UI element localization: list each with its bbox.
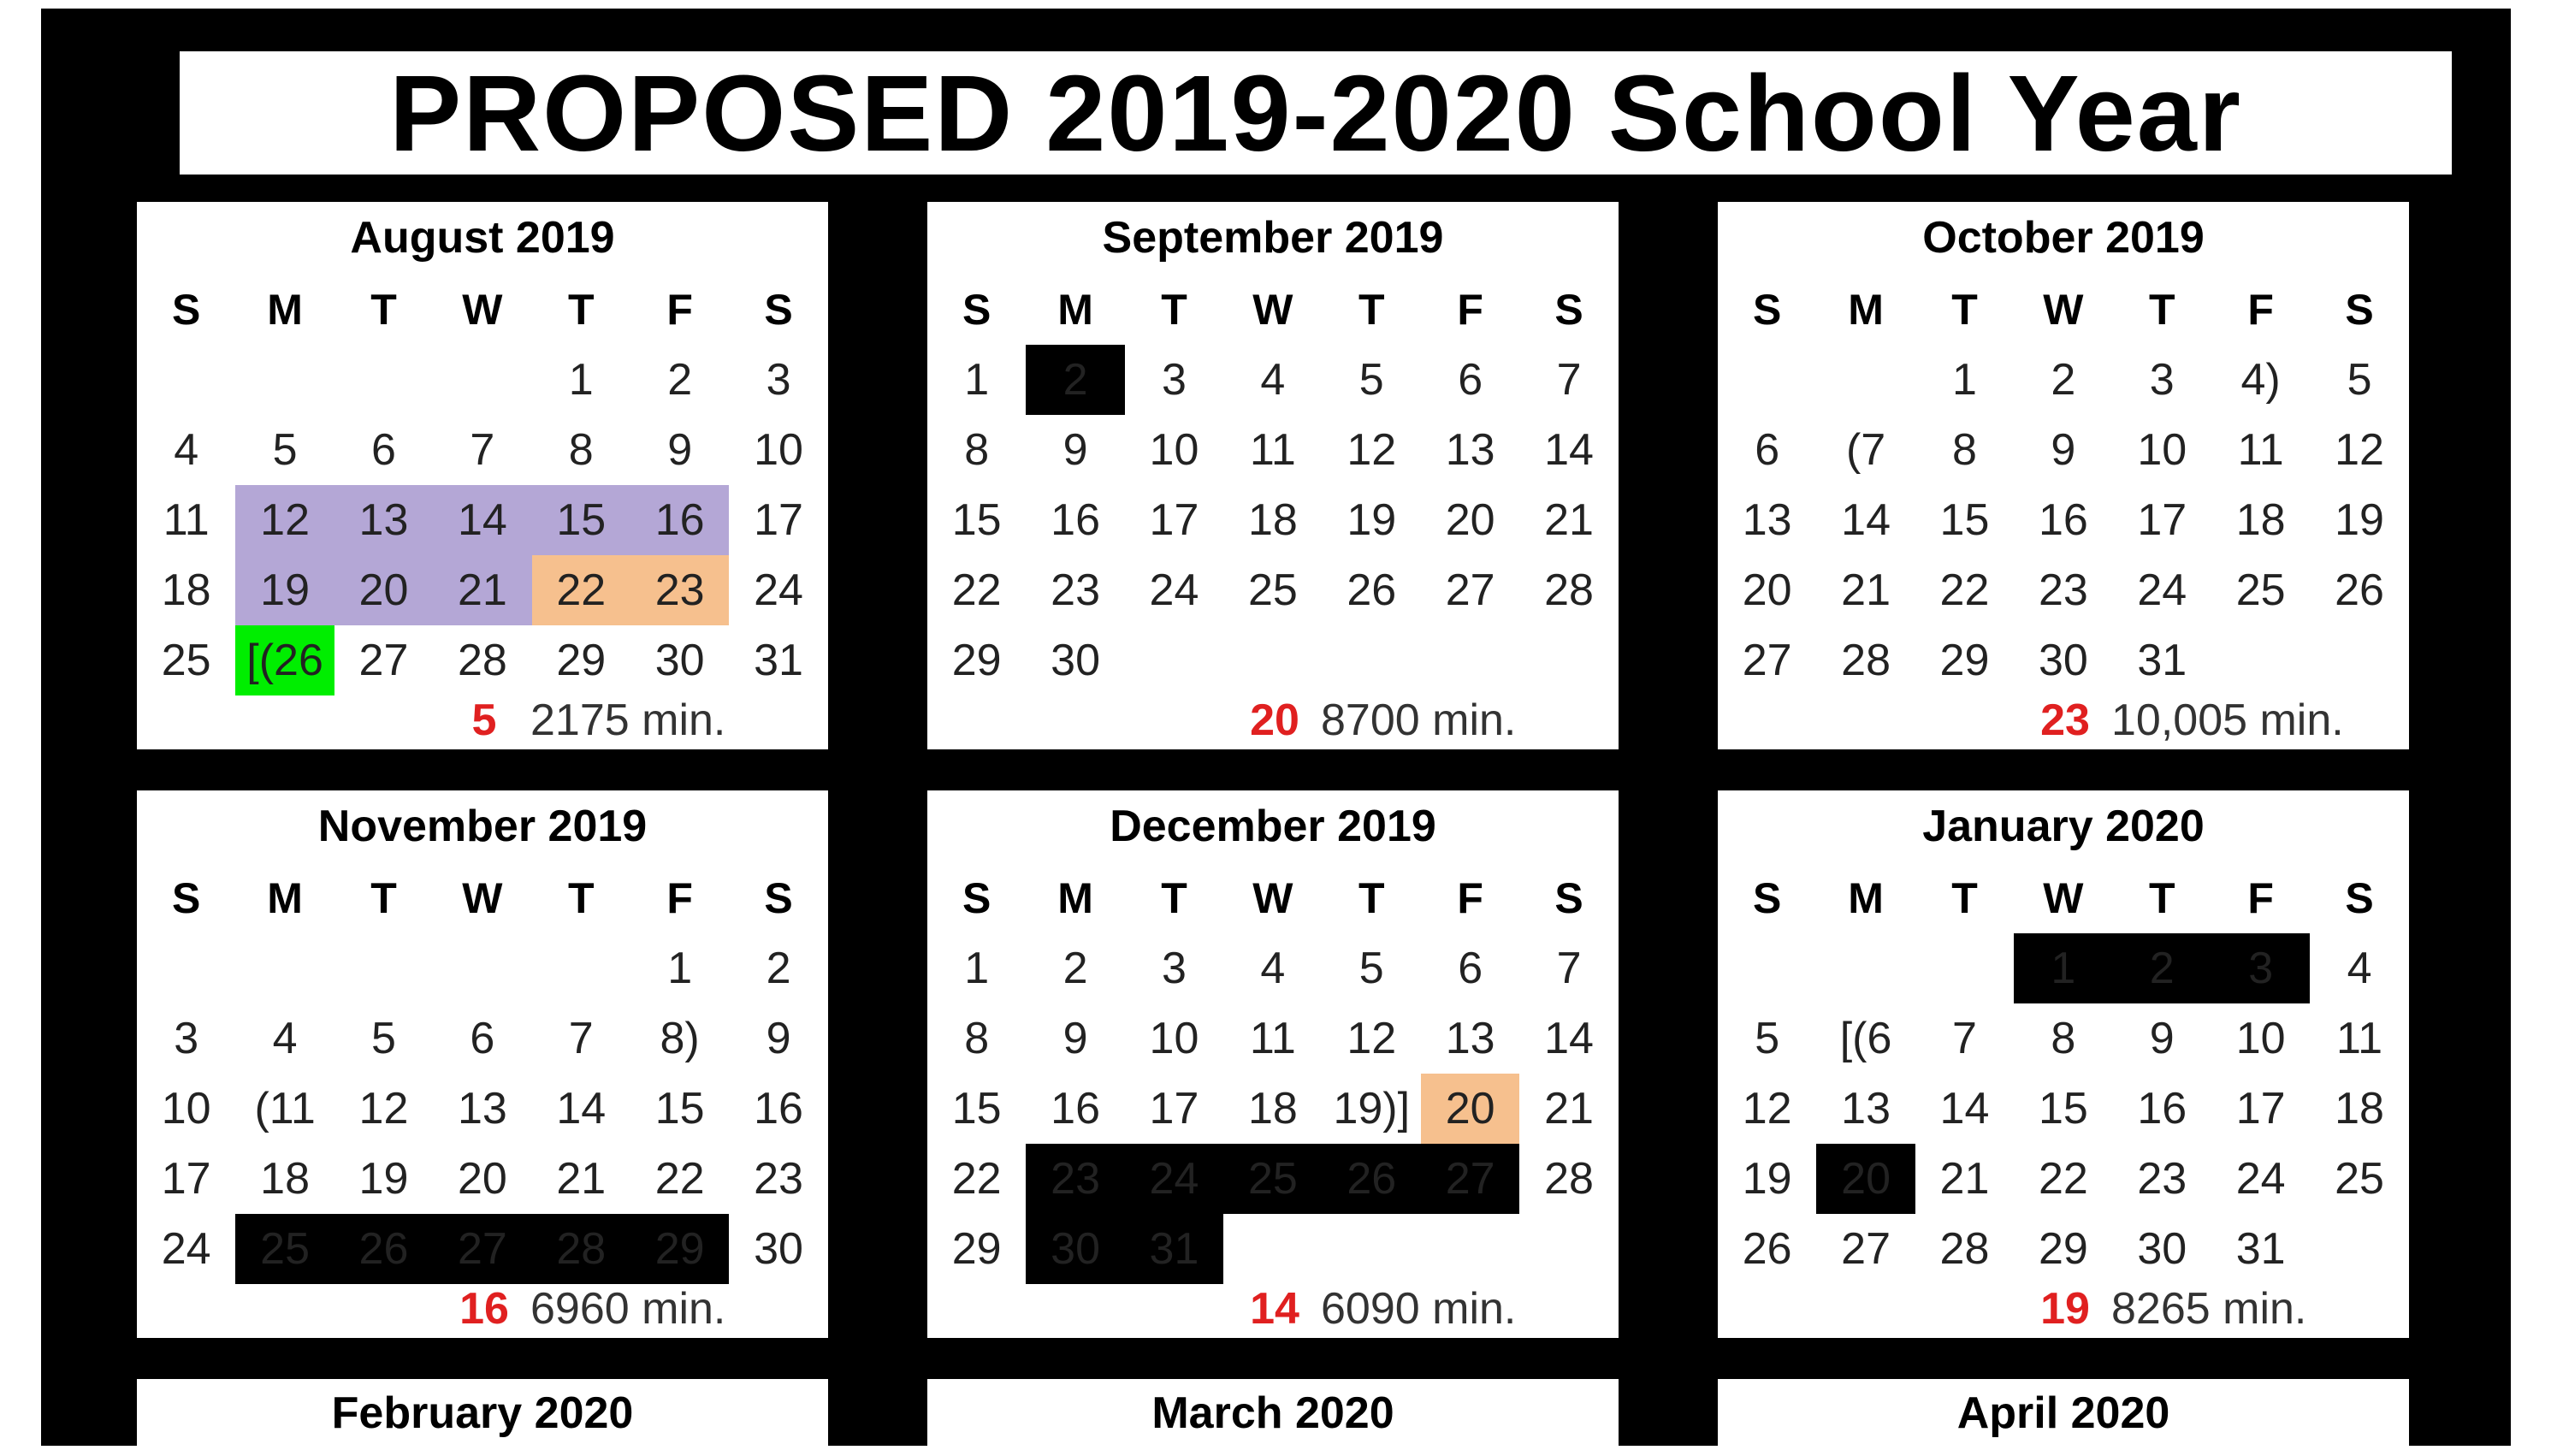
day-cell: 7: [470, 425, 495, 475]
month-title: October 2019: [1922, 213, 2205, 263]
day-cell: 30: [2038, 636, 2088, 685]
month-august-2019: [137, 202, 828, 749]
month-title: August 2019: [350, 213, 615, 263]
day-cell: 7: [568, 1014, 594, 1063]
day-cell: 9: [766, 1014, 791, 1063]
empty-day-cell: [1323, 1214, 1421, 1284]
instruction-minutes: 6960 min.: [530, 1284, 726, 1334]
empty-day-cell: [334, 345, 433, 415]
month-grid: [137, 275, 828, 695]
weekday-header: T: [2148, 874, 2175, 922]
day-cell: 14: [1939, 1084, 1990, 1133]
weekday-header: M: [1057, 874, 1093, 922]
empty-day-cell: [235, 345, 334, 415]
day-cell: 14: [1544, 1014, 1594, 1063]
day-cell: 3: [174, 1014, 199, 1063]
day-cell: 7: [1556, 944, 1582, 993]
month-grid: [137, 863, 828, 1284]
day-cell: 8): [660, 1014, 700, 1063]
day-cell: 8: [964, 425, 990, 475]
day-cell: 31: [754, 636, 803, 685]
day-cell: 26: [1347, 565, 1397, 615]
day-cell: [(26: [235, 625, 334, 695]
day-cell: 5: [2347, 355, 2372, 405]
day-cell: 28: [1841, 636, 1891, 685]
day-cell: 22: [1939, 565, 1990, 615]
day-cell: 14: [1841, 495, 1891, 545]
title-banner: [180, 51, 2452, 175]
day-cell: 16: [1051, 495, 1100, 545]
day-cell: 11: [2237, 425, 2284, 475]
day-cell: 14: [433, 485, 531, 555]
day-cell: 5: [1358, 355, 1384, 405]
weekday-header: S: [172, 286, 201, 334]
day-cell: 14: [1544, 425, 1594, 475]
empty-day-cell: [1519, 1214, 1618, 1284]
day-cell: 16: [2137, 1084, 2187, 1133]
day-cell: 27: [358, 636, 409, 685]
day-cell: 22: [532, 555, 630, 625]
day-cell: 30: [654, 636, 705, 685]
empty-day-cell: [1718, 345, 1816, 415]
day-cell: 20: [457, 1154, 507, 1204]
weekday-header: T: [1161, 874, 1187, 922]
month-summary: [1718, 1280, 2409, 1338]
instruction-minutes: 8265 min.: [2111, 1284, 2307, 1334]
empty-day-cell: [1915, 933, 2014, 1003]
school-days-count: 20: [1250, 695, 1299, 745]
weekday-header: F: [666, 874, 693, 922]
day-cell: 19)]: [1333, 1084, 1411, 1133]
day-cell: 23: [1026, 1144, 1124, 1214]
weekday-header: S: [1554, 286, 1583, 334]
weekday-header: F: [1457, 286, 1483, 334]
day-cell: 2: [766, 944, 791, 993]
weekday-header: F: [2247, 286, 2274, 334]
day-cell: 1: [568, 355, 594, 405]
day-cell: 4: [1260, 944, 1286, 993]
day-cell: 19: [358, 1154, 409, 1204]
day-cell: 17: [1149, 1084, 1199, 1133]
calendar-frame: [41, 9, 2511, 1446]
weekday-header: F: [2247, 874, 2274, 922]
month-title: February 2020: [331, 1388, 634, 1438]
day-cell: 24: [754, 565, 803, 615]
month-summary: [137, 691, 828, 749]
school-days-count: 16: [459, 1284, 509, 1334]
day-cell: 18: [2335, 1084, 2384, 1133]
weekday-header: S: [1753, 286, 1782, 334]
day-cell: 27: [1421, 1144, 1519, 1214]
day-cell: 6: [1458, 944, 1483, 993]
month-march-2020: [927, 1379, 1619, 1456]
day-cell: 28: [1939, 1224, 1990, 1274]
day-cell: 14: [556, 1084, 607, 1133]
empty-day-cell: [1125, 625, 1223, 695]
day-cell: 21: [556, 1154, 607, 1204]
month-grid: [927, 863, 1619, 1284]
day-cell: 12: [1347, 425, 1397, 475]
month-october-2019: [1718, 202, 2409, 749]
day-cell: 25: [1247, 565, 1298, 615]
empty-day-cell: [137, 933, 235, 1003]
weekday-header: F: [666, 286, 693, 334]
day-cell: 24: [161, 1224, 211, 1274]
day-cell: 25: [1223, 1144, 1322, 1214]
month-summary: [1718, 691, 2409, 749]
day-cell: 26: [334, 1214, 433, 1284]
day-cell: 28: [1544, 565, 1594, 615]
month-summary: [927, 1280, 1619, 1338]
day-cell: 6: [1458, 355, 1483, 405]
day-cell: 4: [174, 425, 199, 475]
month-september-2019: [927, 202, 1619, 749]
empty-day-cell: [1421, 1214, 1519, 1284]
weekday-header: T: [567, 874, 595, 922]
month-title: January 2020: [1922, 802, 2205, 851]
day-cell: 26: [2335, 565, 2384, 615]
weekday-header: T: [1951, 286, 1978, 334]
weekday-header: T: [1358, 874, 1385, 922]
day-cell: (7: [1845, 425, 1886, 475]
day-cell: 17: [1149, 495, 1199, 545]
day-cell: 1: [964, 944, 990, 993]
instruction-minutes: 2175 min.: [530, 695, 726, 745]
day-cell: 12: [358, 1084, 409, 1133]
school-days-count: 5: [471, 695, 497, 745]
day-cell: 2: [1062, 944, 1088, 993]
weekday-header: S: [1554, 874, 1583, 922]
day-cell: 3: [766, 355, 791, 405]
month-february-2020: [137, 1379, 828, 1456]
day-cell: 3: [1162, 355, 1187, 405]
day-cell: 30: [2137, 1224, 2187, 1274]
day-cell: 27: [1742, 636, 1792, 685]
weekday-header: M: [1057, 286, 1093, 334]
day-cell: 17: [161, 1154, 211, 1204]
month-summary: [137, 1280, 828, 1338]
weekday-header: T: [2148, 286, 2175, 334]
day-cell: [(6: [1839, 1014, 1892, 1063]
weekday-header: W: [462, 874, 503, 922]
day-cell: 19: [2335, 495, 2384, 545]
day-cell: 8: [568, 425, 594, 475]
empty-day-cell: [433, 345, 531, 415]
day-cell: 13: [1445, 1014, 1495, 1063]
day-cell: 2: [1026, 345, 1124, 415]
day-cell: 16: [630, 485, 729, 555]
empty-day-cell: [2310, 1214, 2408, 1284]
empty-day-cell: [1223, 625, 1322, 695]
day-cell: 28: [1544, 1154, 1594, 1204]
day-cell: 31: [2235, 1224, 2286, 1274]
month-april-2020: [1718, 1379, 2409, 1456]
day-cell: 31: [2137, 636, 2187, 685]
day-cell: 21: [433, 555, 531, 625]
empty-day-cell: [532, 933, 630, 1003]
day-cell: 30: [754, 1224, 803, 1274]
empty-day-cell: [1816, 933, 1915, 1003]
school-days-count: 23: [2040, 695, 2090, 745]
day-cell: 11: [1249, 1014, 1296, 1063]
day-cell: 29: [630, 1214, 729, 1284]
day-cell: 29: [556, 636, 607, 685]
day-cell: 6: [1755, 425, 1780, 475]
day-cell: 23: [1051, 565, 1100, 615]
empty-day-cell: [1421, 625, 1519, 695]
weekday-header: M: [267, 286, 303, 334]
day-cell: 20: [1816, 1144, 1915, 1214]
day-cell: 10: [1149, 425, 1199, 475]
day-cell: 7: [1556, 355, 1582, 405]
day-cell: 17: [754, 495, 803, 545]
day-cell: 15: [654, 1084, 705, 1133]
day-cell: 10: [161, 1084, 211, 1133]
day-cell: 24: [1149, 565, 1199, 615]
day-cell: 4: [1260, 355, 1286, 405]
day-cell: 20: [1445, 495, 1495, 545]
day-cell: 8: [1952, 425, 1977, 475]
empty-day-cell: [137, 345, 235, 415]
day-cell: 15: [951, 1084, 1002, 1133]
school-days-count: 14: [1250, 1284, 1299, 1334]
day-cell: 29: [951, 1224, 1002, 1274]
day-cell: 5: [1358, 944, 1384, 993]
day-cell: 25: [161, 636, 211, 685]
weekday-header: S: [764, 286, 793, 334]
month-title: September 2019: [1102, 213, 1444, 263]
day-cell: 29: [951, 636, 1002, 685]
day-cell: 15: [1939, 495, 1990, 545]
day-cell: 7: [1952, 1014, 1977, 1063]
weekday-header: W: [462, 286, 503, 334]
day-cell: 21: [1544, 1084, 1594, 1133]
weekday-header: S: [764, 874, 793, 922]
day-cell: 3: [1162, 944, 1187, 993]
day-cell: 20: [1421, 1074, 1519, 1144]
day-cell: 19: [235, 555, 334, 625]
day-cell: 28: [457, 636, 507, 685]
page-title: PROPOSED 2019-2020 School Year: [389, 52, 2242, 174]
day-cell: 5: [371, 1014, 396, 1063]
weekday-header: S: [962, 286, 991, 334]
day-cell: 1: [2014, 933, 2112, 1003]
day-cell: 22: [654, 1154, 705, 1204]
month-january-2020: [1718, 790, 2409, 1338]
day-cell: 19: [1347, 495, 1397, 545]
weekday-header: M: [267, 874, 303, 922]
day-cell: 10: [2137, 425, 2187, 475]
empty-day-cell: [1519, 625, 1618, 695]
day-cell: 3: [2149, 355, 2175, 405]
day-cell: 10: [754, 425, 803, 475]
weekday-header: F: [1457, 874, 1483, 922]
day-cell: 16: [754, 1084, 803, 1133]
day-cell: 18: [260, 1154, 310, 1204]
weekday-header: T: [567, 286, 595, 334]
month-title: March 2020: [1151, 1388, 1394, 1438]
weekday-header: W: [1252, 286, 1293, 334]
day-cell: 12: [1742, 1084, 1792, 1133]
day-cell: 26: [1323, 1144, 1421, 1214]
day-cell: 13: [1841, 1084, 1891, 1133]
day-cell: 10: [2235, 1014, 2286, 1063]
empty-day-cell: [1718, 933, 1816, 1003]
day-cell: 19: [1742, 1154, 1792, 1204]
day-cell: 20: [334, 555, 433, 625]
weekday-header: T: [1951, 874, 1978, 922]
day-cell: 27: [1841, 1224, 1891, 1274]
day-cell: 18: [1247, 1084, 1298, 1133]
school-days-count: 19: [2040, 1284, 2090, 1334]
day-cell: 2: [667, 355, 693, 405]
day-cell: 12: [2335, 425, 2384, 475]
day-cell: 21: [1939, 1154, 1990, 1204]
day-cell: 29: [2038, 1224, 2088, 1274]
day-cell: 29: [1939, 636, 1990, 685]
day-cell: 17: [2235, 1084, 2286, 1133]
day-cell: 1: [1952, 355, 1977, 405]
weekday-header: S: [2345, 286, 2374, 334]
day-cell: 8: [964, 1014, 990, 1063]
empty-day-cell: [2310, 625, 2408, 695]
instruction-minutes: 10,005 min.: [2111, 695, 2344, 745]
day-cell: 17: [2137, 495, 2187, 545]
day-cell: 5: [272, 425, 298, 475]
weekday-header: S: [2345, 874, 2374, 922]
day-cell: 13: [1445, 425, 1495, 475]
month-grid: [1718, 863, 2409, 1284]
day-cell: 13: [1742, 495, 1792, 545]
day-cell: 9: [667, 425, 693, 475]
month-november-2019: [137, 790, 828, 1338]
weekday-header: S: [1753, 874, 1782, 922]
weekday-header: T: [370, 874, 397, 922]
month-december-2019: [927, 790, 1619, 1338]
day-cell: 23: [754, 1154, 803, 1204]
day-cell: 30: [1026, 1214, 1124, 1284]
empty-day-cell: [1816, 345, 1915, 415]
day-cell: 4: [272, 1014, 298, 1063]
month-title: December 2019: [1110, 802, 1436, 851]
day-cell: 4): [2240, 355, 2281, 405]
day-cell: 8: [2051, 1014, 2076, 1063]
day-cell: 24: [1125, 1144, 1223, 1214]
day-cell: 15: [2038, 1084, 2088, 1133]
day-cell: 22: [951, 565, 1002, 615]
weekday-header: S: [172, 874, 201, 922]
day-cell: 1: [964, 355, 990, 405]
day-cell: 23: [630, 555, 729, 625]
day-cell: 2: [2051, 355, 2076, 405]
day-cell: 18: [1247, 495, 1298, 545]
day-cell: 11: [2336, 1014, 2383, 1063]
day-cell: 13: [457, 1084, 507, 1133]
day-cell: 31: [1125, 1214, 1223, 1284]
day-cell: 11: [163, 495, 210, 545]
day-cell: 9: [1062, 1014, 1088, 1063]
empty-day-cell: [235, 933, 334, 1003]
weekday-header: T: [1358, 286, 1385, 334]
month-grid: [1718, 275, 2409, 695]
weekday-header: S: [962, 874, 991, 922]
month-summary: [927, 691, 1619, 749]
day-cell: 22: [951, 1154, 1002, 1204]
day-cell: 21: [1841, 565, 1891, 615]
month-title: November 2019: [317, 802, 648, 851]
day-cell: 1: [667, 944, 693, 993]
day-cell: 27: [433, 1214, 531, 1284]
instruction-minutes: 6090 min.: [1321, 1284, 1517, 1334]
day-cell: 18: [2235, 495, 2286, 545]
day-cell: 20: [1742, 565, 1792, 615]
day-cell: 24: [2235, 1154, 2286, 1204]
month-grid: [927, 275, 1619, 695]
weekday-header: W: [2043, 874, 2084, 922]
day-cell: 6: [470, 1014, 495, 1063]
day-cell: 30: [1051, 636, 1100, 685]
day-cell: 9: [1062, 425, 1088, 475]
day-cell: 16: [2038, 495, 2088, 545]
day-cell: 24: [2137, 565, 2187, 615]
day-cell: 23: [2137, 1154, 2187, 1204]
day-cell: 18: [161, 565, 211, 615]
day-cell: 25: [2335, 1154, 2384, 1204]
instruction-minutes: 8700 min.: [1321, 695, 1517, 745]
day-cell: 10: [1149, 1014, 1199, 1063]
day-cell: 6: [371, 425, 396, 475]
month-title: April 2020: [1956, 1388, 2170, 1438]
day-cell: 4: [2347, 944, 2372, 993]
day-cell: 15: [951, 495, 1002, 545]
day-cell: 25: [235, 1214, 334, 1284]
day-cell: (11: [254, 1084, 316, 1133]
weekday-header: T: [1161, 286, 1187, 334]
day-cell: 22: [2038, 1154, 2088, 1204]
day-cell: 16: [1051, 1084, 1100, 1133]
day-cell: 25: [2235, 565, 2286, 615]
day-cell: 28: [532, 1214, 630, 1284]
day-cell: 11: [1249, 425, 1296, 475]
day-cell: 23: [2038, 565, 2088, 615]
day-cell: 27: [1445, 565, 1495, 615]
empty-day-cell: [433, 933, 531, 1003]
day-cell: 15: [532, 485, 630, 555]
day-cell: 9: [2051, 425, 2076, 475]
empty-day-cell: [334, 933, 433, 1003]
day-cell: 9: [2149, 1014, 2175, 1063]
weekday-header: W: [1252, 874, 1293, 922]
empty-day-cell: [1223, 1214, 1322, 1284]
day-cell: 12: [1347, 1014, 1397, 1063]
day-cell: 12: [235, 485, 334, 555]
weekday-header: T: [370, 286, 397, 334]
day-cell: 2: [2113, 933, 2211, 1003]
empty-day-cell: [1323, 625, 1421, 695]
weekday-header: M: [1848, 874, 1884, 922]
day-cell: 13: [334, 485, 433, 555]
day-cell: 21: [1544, 495, 1594, 545]
day-cell: 5: [1755, 1014, 1780, 1063]
weekday-header: W: [2043, 286, 2084, 334]
weekday-header: M: [1848, 286, 1884, 334]
day-cell: 3: [2211, 933, 2310, 1003]
empty-day-cell: [2211, 625, 2310, 695]
day-cell: 26: [1742, 1224, 1792, 1274]
